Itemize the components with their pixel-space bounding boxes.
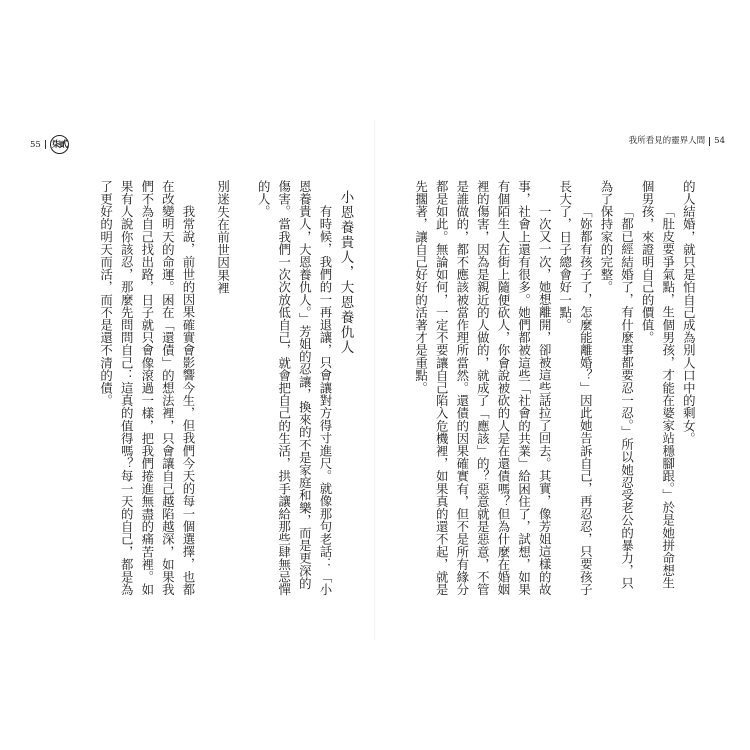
header-divider bbox=[709, 137, 710, 146]
left-page-body bbox=[95, 180, 365, 600]
header-divider bbox=[45, 140, 46, 149]
paragraph: 的人結婚，就只是怕自己成為別人口中的剩女。 bbox=[681, 180, 697, 445]
paragraph: 「都已經結婚了，有什麼事都要忍一忍。」所以她忍受老公的暴力，只為了保持家的完整。 bbox=[598, 180, 635, 590]
right-page-body bbox=[410, 180, 710, 600]
section-subheading: 別迷失在前世因果裡 bbox=[215, 180, 231, 295]
right-page-header bbox=[629, 135, 725, 147]
page-number-right: 54 bbox=[714, 136, 725, 146]
paragraph: 有時候，我們的一再退讓，只會讓對方得寸進尺。就像那句老話：「小恩養貴人，大恩養仇人。」芳姐的忍讓，換來的不是家庭和樂，而是更深的傷害。當我們一次次放低自己，就會把自己的生活，拱手讓給那些肆無忌憚的人。 bbox=[256, 180, 333, 596]
chapter-badge: 柒貳 bbox=[50, 135, 69, 154]
book-title: 我所看見的靈界人間 bbox=[628, 136, 706, 146]
section-heading: 小恩養貴人，大恩養仇人 bbox=[337, 190, 354, 355]
paragraph: 我常說，前世的因果確實會影響今生，但我們今天的每一個選擇，也都在改變明天的命運。困在「還債」的想法裡，只會讓自己越陷越深，如果我們不為自己找出路，日子就只會像滾過一樣，把我們捲進無盡的痛苦裡。如果有人說你該忍，那麼先問問自己：這真的值得嗎？每一天的自己，都是為了更好的明天而活，而不是還不清的債。 bbox=[98, 180, 196, 596]
paragraph: 「妳都有孩子了，怎麼能離婚？」因此她告訴自己，再忍忍，只要孩子長大了，日子總會好一點。 bbox=[557, 180, 594, 596]
page-number-left: 55 bbox=[30, 139, 41, 150]
paragraph: 「肚皮要爭氣點，生個男孩，才能在婆家站穩腳跟。」於是她拼命想生個男孩，來證明自己的價值。 bbox=[640, 180, 676, 590]
left-page-header bbox=[30, 135, 69, 154]
paragraph: 一次又一次，她想離開，卻被這些話拉了回去。其實，像芳姐這樣的故事，社會上還有很多。她們都被這些「社會的共業」給困住了，試想，如果有個陌生人在街上隨便砍人，你會說被砍的人是在還債嗎？但為什麼在婚姻裡的傷害，因為是親近的人做的，就成了「應該」的？惡意就是惡意，不管是誰做的，都不應該被當作理所當然。還債的因果確實有，但不是所有緣分都是如此。無論如何，一定不要讓自己陷入危機裡，如果真的還不起，就是先擱著，讓自己好好的活著才是重點。 bbox=[413, 180, 553, 596]
